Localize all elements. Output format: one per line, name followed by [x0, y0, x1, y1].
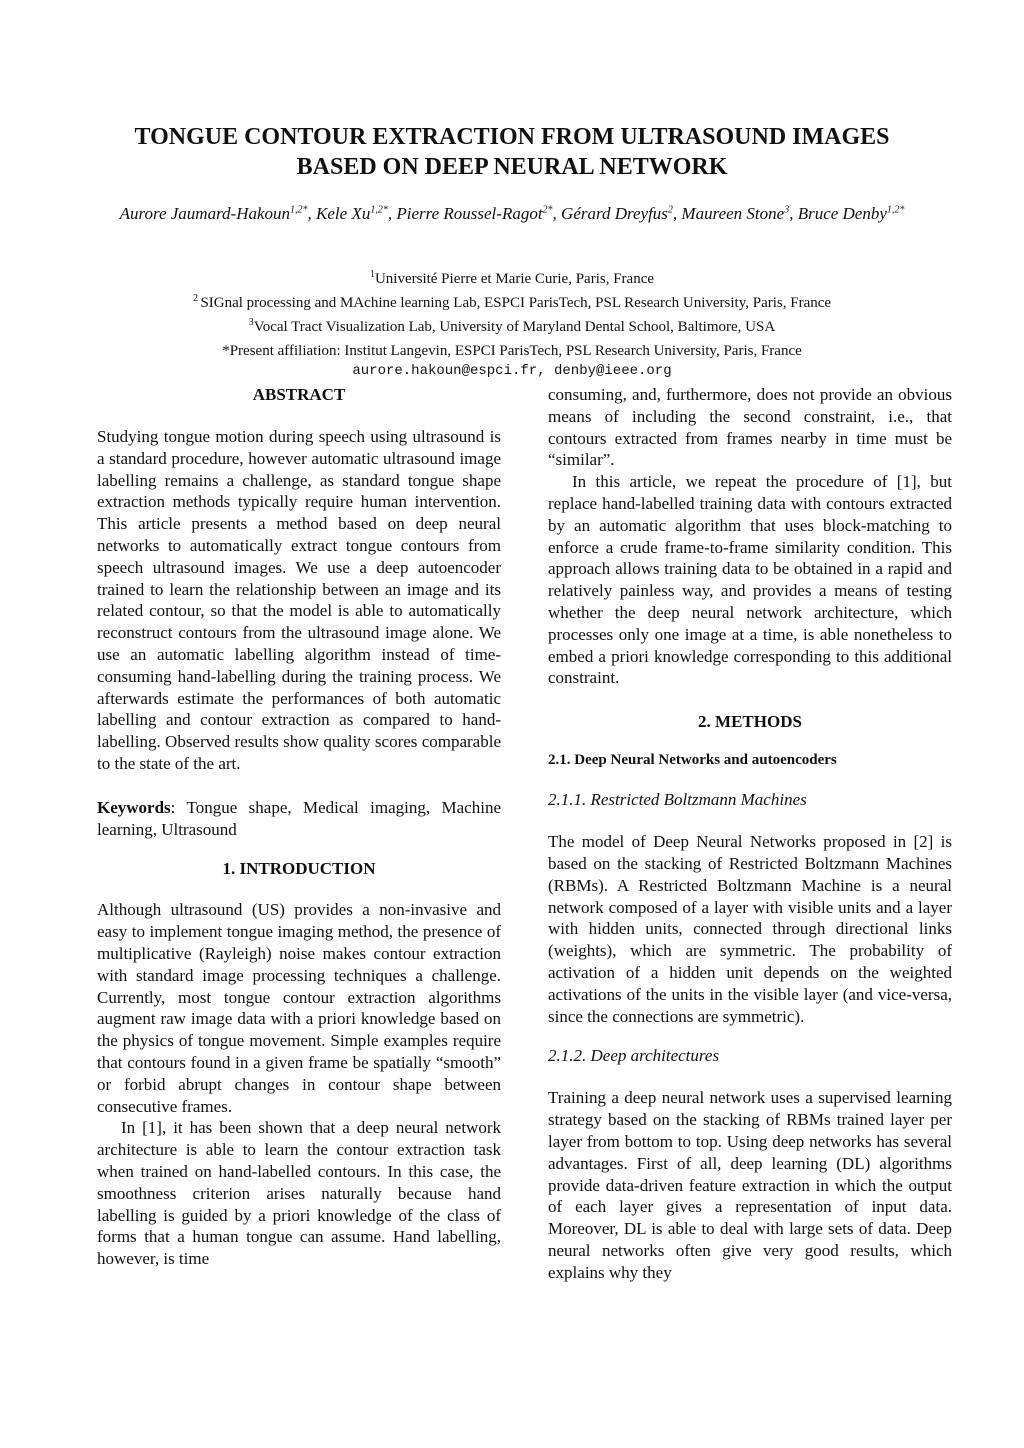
affiliation-line: $^2$ SIGnal processing and MAchine learning Lab, ESPCI ParisTech, PSL Research University, Paris, France [192, 293, 832, 311]
subsection-2-1-1-heading: 2.1.1. Restricted Boltzmann Machines [548, 790, 807, 810]
right-column [548, 384, 952, 1284]
intro-paragraph-4: In this article, we repeat the procedure of [1], but replace hand-labelled training data with contours extracted by an automatic algorithm that uses block-matching to enforce a crude frame-to-frame similarity condition. This approach allows training data to be obtained in a rapid and relatively painless way, and provides a means of testing whether the deep neural network architecture, which processes only one image at a time, is able nonetheless to embed a priori knowledge corresponding to this additional constraint. [548, 472, 952, 688]
author: Maureen Stone$^3$, [681, 203, 798, 223]
author: Aurore Jaumard-Hakoun$^{1,2*}$, [119, 203, 317, 223]
abstract-text: Studying tongue motion during speech using ultrasound is a standard procedure, however automatic ultrasound image labelling remains a challenge, as standard tongue shape extraction methods typically require human intervention. This article presents a method based on deep neural networks to automatically extract tongue contours from speech ultrasound images. We use a deep autoencoder trained to learn the relationship between an image and its related contour, so that the model is able to automatically reconstruct contours from the ultrasound image alone. We use an automatic labelling algorithm instead of time-consuming hand-labelling during the training process. We afterwards estimate the performances of both automatic labelling and contour extraction as compared to hand-labelling. Observed results show quality scores comparable to the state of the art. [97, 427, 501, 773]
keywords [97, 797, 501, 841]
author: Kele $Xu^{1,2*}$, [316, 203, 397, 223]
methods-paragraph-2: Training a deep neural network uses a supervised learning strategy based on the stacking of RBMs trained layer per layer from bottom to top. Using deep networks has several advantages. First of all, deep learning (DL) algorithms provide data-driven feature extraction in which the output of each layer gives a representation of input data. Moreover, DL is able to deal with large sets of data. Deep neural networks often give very good results, which explains why they [548, 1088, 952, 1282]
paper-title [80, 122, 944, 182]
introduction-heading: 1. INTRODUCTION [222, 859, 376, 879]
subsection-2-1-2-heading: 2.1.2. Deep architectures [548, 1046, 720, 1066]
keywords-label: Keywords [97, 797, 171, 817]
affiliation-line: $^1$Université Pierre et Marie Curie, Paris, France [369, 269, 655, 287]
title-line-2: BASED ON DEEP NEURAL NETWORK [296, 154, 728, 180]
affiliations [80, 265, 944, 381]
author: Pierre Roussel-Ragot$^{2*}$, [396, 203, 562, 223]
abstract-heading: ABSTRACT [252, 385, 346, 404]
author-list [90, 199, 934, 225]
author-emails: aurore.hakoun@espci.fr, denby@ieee.org [352, 363, 672, 379]
intro-paragraph-1: Although ultrasound (US) provides a non-invasive and easy to implement tongue imaging method, the presence of multiplicative (Rayleigh) noise makes contour extraction with standard image processing techniques a challenge. Currently, most tongue contour extraction algorithms augment raw image data with a priori knowledge based on the physics of tongue movement. Simple examples require that contours found in a given frame be spatially “smooth” or forbid abrupt changes in contour shape between consecutive frames. [97, 900, 501, 1116]
title-line-1: TONGUE CONTOUR EXTRACTION FROM ULTRASOUND IMAGES [134, 124, 890, 150]
methods-paragraph-1: The model of Deep Neural Networks proposed in [2] is based on the stacking of Restricted Boltzmann Machines (RBMs). A Restricted Boltzmann Machine is a neural network composed of a layer with visible units and a layer with hidden units, connected through directional links (weights), which are symmetric. The probability of activation of a hidden unit depends on the weighted activations of the units in the visible layer (and vice-versa, since the connections are symmetric). [548, 832, 952, 1026]
intro-paragraph-3: consuming, and, furthermore, does not provide an obvious means of including the second constraint, i.e., that contours extracted from frames nearby in time must be “similar”. [548, 385, 952, 470]
keywords-text: : Tongue shape, Medical imaging, Machine learning, Ultrasound [97, 797, 501, 839]
intro-paragraph-2: In [1], it has been shown that a deep neural network architecture is able to learn the contour extraction task when trained on hand-labelled contours. In this case, the smoothness criterion arises naturally because hand labelling is guided by a priori knowledge of the class of forms that a human tongue can assume. Hand labelling, however, is time [97, 1118, 501, 1269]
author: Bruce Denby$^{1,2*}$ [797, 203, 905, 223]
methods-heading: 2. METHODS [698, 712, 802, 732]
subsection-2-1-heading: 2.1. Deep Neural Networks and autoencoders [548, 752, 837, 769]
author: Gérard Dreyfus$^2$, [561, 203, 682, 223]
affiliation-line: *Present affiliation: Institut Langevin, ESPCI ParisTech, PSL Research University, Paris, France [222, 343, 802, 359]
affiliation-line: $^3$Vocal Tract Visualization Lab, University of Maryland Dental School, Baltimore, USA [248, 317, 776, 335]
left-column [97, 384, 501, 1270]
